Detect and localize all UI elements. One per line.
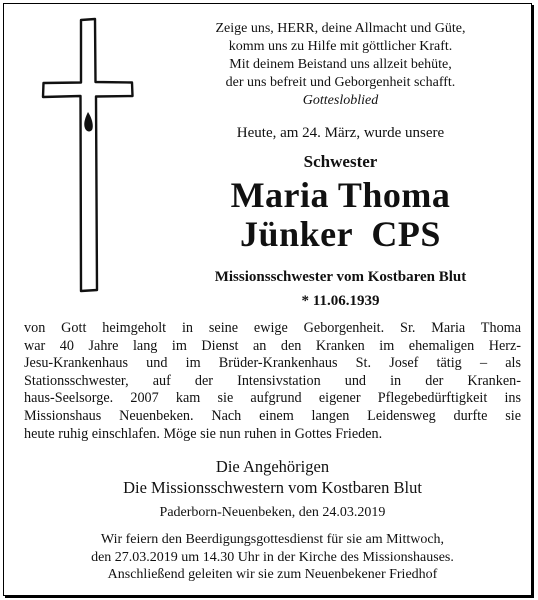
signature-line: Die Angehörigen xyxy=(215,457,330,476)
poem xyxy=(159,20,522,110)
funeral-line: Wir feiern den Beerdigungsgottesdienst für sie am Mittwoch, xyxy=(100,532,445,547)
body-line: heute ruhig einschlafen. Möge sie nun ruhen in Gottes Frieden. xyxy=(24,425,383,442)
poem-line: Zeige uns, HERR, deine Allmacht und Güte, xyxy=(215,21,466,36)
poem-line: Mit deinem Beistand uns allzeit behüte, xyxy=(229,57,452,72)
deceased-title: Schwester xyxy=(303,152,378,171)
deceased-name-line2: Jünker CPS xyxy=(240,214,441,254)
obituary-notice xyxy=(3,3,532,596)
obituary-body xyxy=(24,320,521,443)
poem-line: komm uns zu Hilfe mit göttlicher Kraft. xyxy=(228,39,453,54)
body-line: Jesu-Krankenhaus und im Brüder-Krankenhaus St. Josef tätig – als xyxy=(24,355,521,372)
cross-with-flame-icon xyxy=(40,16,136,294)
deceased-name xyxy=(159,176,522,254)
announcement-lead: Heute, am 24. März, wurde unsere xyxy=(236,125,445,141)
body-line: von Gott heimgeholt in seine ewige Geborgenheit. Sr. Maria Thoma xyxy=(24,320,521,336)
body-line: Stationsschwester, auf der Intensivstation und in der Kranken- xyxy=(24,372,521,389)
place-date: Paderborn-Neuenbeken, den 24.03.2019 xyxy=(159,505,386,520)
funeral-info xyxy=(24,531,521,584)
poem-line: der uns befreit und Geborgenheit schafft. xyxy=(225,75,456,90)
body-line: war 40 Jahre lang im Dienst an den Kranken im ehemaligen Herz- xyxy=(24,337,521,354)
body-line: haus-Seelsorge. 2007 kam sie aufgrund eigener Pflegebedürftigkeit ins xyxy=(24,390,521,407)
poem-source: Gottesloblied xyxy=(302,93,379,108)
funeral-line: Anschließend geleiten wir sie zum Neuenbekener Friedhof xyxy=(107,567,438,582)
signature-line: Die Missionsschwestern vom Kostbaren Blut xyxy=(123,478,422,497)
signature xyxy=(24,456,521,498)
deceased-name-line1: Maria Thoma xyxy=(230,175,451,215)
funeral-line: den 27.03.2019 um 14.30 Uhr in der Kirche des Missionshauses. xyxy=(91,549,454,565)
body-line: Missionshaus Neuenbeken. Nach einem langen Leidensweg durfte sie xyxy=(24,407,521,424)
deceased-role: Missionsschwester vom Kostbaren Blut xyxy=(214,269,467,285)
birth-date: * 11.06.1939 xyxy=(301,293,380,309)
